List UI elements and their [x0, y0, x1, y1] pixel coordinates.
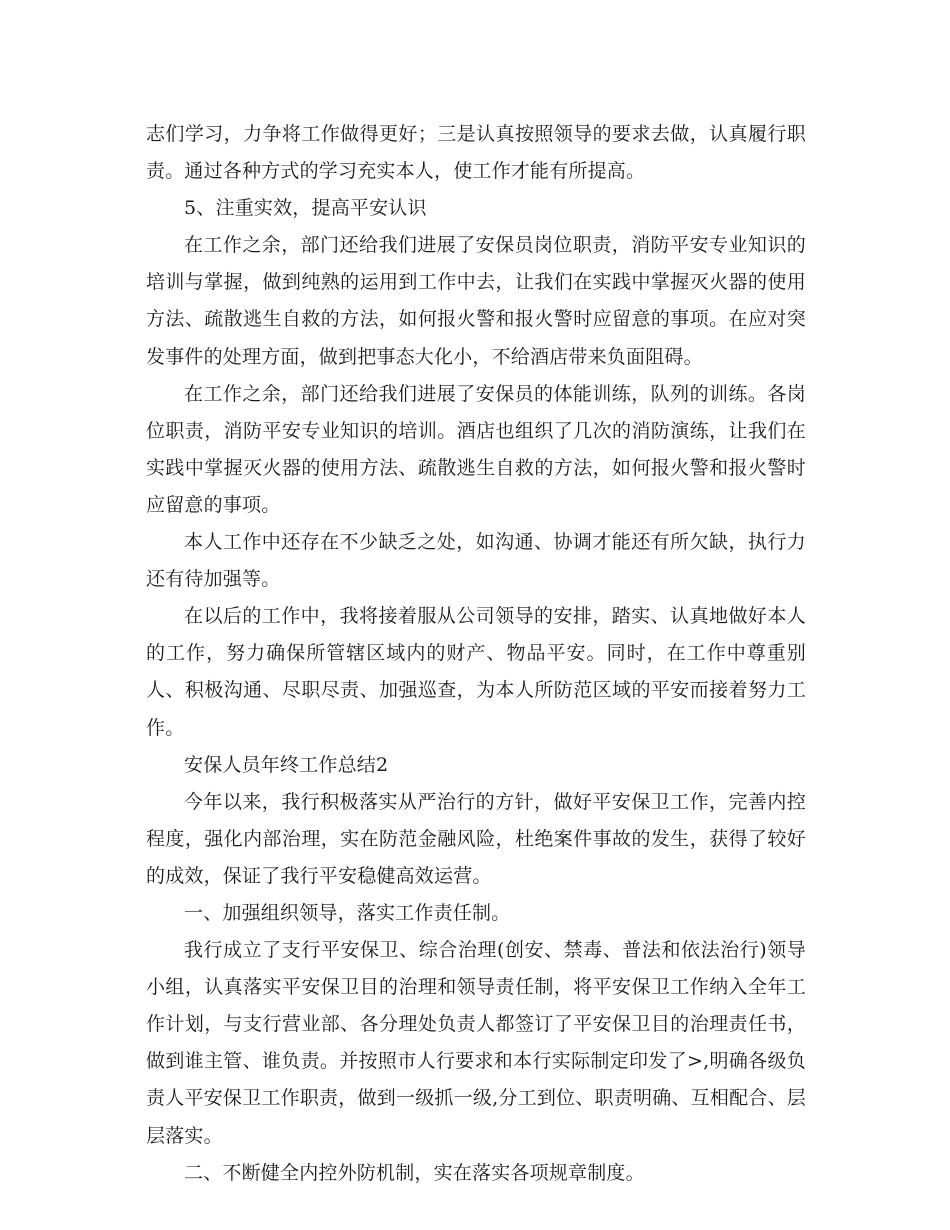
paragraph-10: 我行成立了支行平安保卫、综合治理(创安、禁毒、普法和依法治行)领导小组，认真落实平安保卫目的治理和领导责任制，将平安保卫工作纳入全年工作计划，与支行营业部、各分理处负责人都签订了平安保卫目的治理责任书，做到谁主管、谁负责。并按照市人行要求和本行实际制定印发了>,明确各级负责人平安保卫工作职责，做到一级抓一级,分工到位、职责明确、互相配合、层层落实。: [146, 939, 806, 1147]
paragraph-3: 在工作之余，部门还给我们进展了安保员岗位职责，消防平安专业知识的培训与掌握，做到纯熟的运用到工作中去，让我们在实践中掌握灭火器的使用方法、疏散逃生自救的方法，如何报火警和报火警时应留意的事项。在应对突发事件的处理方面，做到把事态大化小，不给酒店带来负面阻碍。: [146, 234, 806, 368]
section-heading-1: 一、加强组织领导，落实工作责任制。: [184, 901, 511, 924]
paragraph-8: 今年以来，我行积极落实从严治行的方针，做好平安保卫工作，完善内控程度，强化内部治理，实在防范金融风险，杜绝案件事故的发生，获得了较好的成效，保证了我行平安稳健高效运营。: [146, 790, 806, 887]
paragraph-1: 志们学习，力争将工作做得更好；三是认真按照领导的要求去做，认真履行职责。通过各种方式的学习充实本人，使工作才能有所提高。: [146, 123, 806, 183]
article-title-2: 安保人员年终工作总结2: [184, 753, 389, 776]
paragraph-5: 本人工作中还存在不少缺乏之处，如沟通、协调才能还有所欠缺，执行力还有待加强等。: [146, 531, 806, 591]
section-heading-5: 5、注重实效，提高平安认识: [184, 197, 427, 220]
document-body: [146, 116, 806, 1192]
section-heading-2: 二、不断健全内控外防机制，实在落实各项规章制度。: [184, 1161, 645, 1184]
paragraph-4: 在工作之余，部门还给我们进展了安保员的体能训练，队列的训练。各岗位职责，消防平安专业知识的培训。酒店也组织了几次的消防演练，让我们在实践中掌握灭火器的使用方法、疏散逃生自救的方法，如何报火警和报火警时应留意的事项。: [146, 382, 806, 516]
paragraph-6: 在以后的工作中，我将接着服从公司领导的安排，踏实、认真地做好本人的工作，努力确保所管辖区域内的财产、物品平安。同时，在工作中尊重别人、积极沟通、尽职尽责、加强巡查，为本人所防范区域的平安而接着努力工作。: [146, 605, 806, 739]
